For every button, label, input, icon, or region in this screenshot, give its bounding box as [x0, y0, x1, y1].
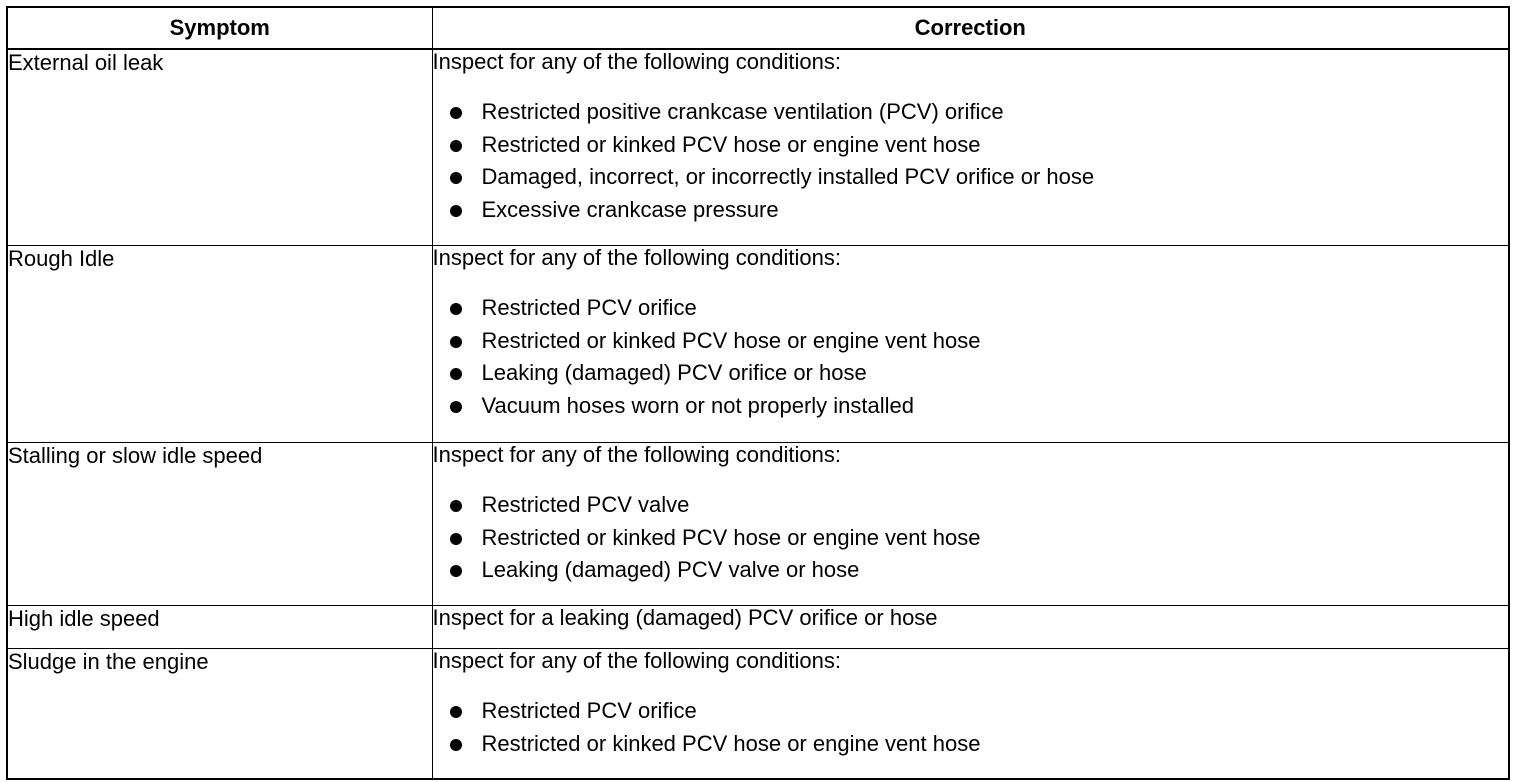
- condition-item: [447, 161, 1509, 194]
- bullet-icon: [450, 140, 462, 152]
- table-row: [7, 49, 1509, 246]
- correction-cell: [432, 606, 1509, 649]
- correction-cell: [432, 246, 1509, 443]
- condition-list: [433, 96, 1509, 226]
- bullet-icon: [450, 368, 462, 380]
- condition-text: Restricted or kinked PCV hose or engine vent hose: [481, 131, 981, 157]
- condition-text: Leaking (damaged) PCV orifice or hose: [481, 360, 867, 385]
- condition-item: [447, 96, 1509, 129]
- bullet-icon: [450, 172, 462, 184]
- condition-text: Vacuum hoses worn or not properly installed: [481, 392, 914, 418]
- correction-column-header: Correction: [432, 7, 1509, 49]
- condition-text: Leaking (damaged) PCV valve or hose: [481, 557, 860, 582]
- condition-item: [447, 489, 1509, 522]
- bullet-icon: [450, 565, 462, 577]
- condition-text: Restricted or kinked PCV hose or engine vent hose: [481, 730, 981, 756]
- correction-intro: Inspect for any of the following conditions:: [432, 442, 841, 467]
- bullet-icon: [450, 739, 462, 751]
- condition-item: [447, 554, 1509, 587]
- correction-cell: [432, 49, 1509, 246]
- symptom-column-header: Symptom: [7, 7, 432, 49]
- condition-text: Restricted or kinked PCV hose or engine vent hose: [481, 327, 981, 353]
- table-row: [7, 606, 1509, 649]
- bullet-icon: [450, 500, 462, 512]
- condition-list: [433, 292, 1509, 422]
- bullet-icon: [450, 303, 462, 315]
- correction-intro: Inspect for any of the following conditions:: [432, 245, 841, 270]
- correction-intro: Inspect for a leaking (damaged) PCV orifice or hose: [432, 605, 938, 630]
- condition-text: Restricted positive crankcase ventilation (PCV) orifice: [481, 99, 1004, 124]
- table-row: [7, 649, 1509, 780]
- correction-intro: Inspect for any of the following conditions:: [432, 648, 841, 673]
- bullet-icon: [450, 401, 462, 413]
- bullet-icon: [450, 533, 462, 545]
- symptom-cell: High idle speed: [7, 606, 432, 649]
- condition-item: [447, 728, 1509, 761]
- table-row: [7, 443, 1509, 606]
- condition-item: [447, 325, 1509, 358]
- condition-text: Restricted PCV orifice: [481, 698, 697, 723]
- table-header-row: [7, 7, 1509, 49]
- correction-cell: [432, 649, 1509, 780]
- table-row: [7, 246, 1509, 443]
- correction-cell: [432, 443, 1509, 606]
- condition-item: [447, 390, 1509, 423]
- condition-text: Restricted or kinked PCV hose or engine vent hose: [481, 524, 981, 550]
- condition-text: Restricted PCV orifice: [481, 295, 697, 320]
- symptom-correction-table: [6, 6, 1510, 780]
- condition-text: Excessive crankcase pressure: [481, 196, 779, 222]
- condition-item: [447, 194, 1509, 227]
- bullet-icon: [450, 706, 462, 718]
- condition-item: [447, 695, 1509, 728]
- symptom-cell: Stalling or slow idle speed: [7, 443, 432, 606]
- condition-item: [447, 357, 1509, 390]
- bullet-icon: [450, 336, 462, 348]
- symptom-cell: Rough Idle: [7, 246, 432, 443]
- bullet-icon: [450, 107, 462, 119]
- condition-item: [447, 129, 1509, 162]
- condition-item: [447, 522, 1509, 555]
- symptom-cell: Sludge in the engine: [7, 649, 432, 780]
- condition-item: [447, 292, 1509, 325]
- bullet-icon: [450, 205, 462, 217]
- condition-text: Damaged, incorrect, or incorrectly installed PCV orifice or hose: [481, 164, 1095, 189]
- condition-text: Restricted PCV valve: [481, 492, 690, 517]
- condition-list: [433, 695, 1509, 760]
- condition-list: [433, 489, 1509, 587]
- symptom-cell: External oil leak: [7, 49, 432, 246]
- correction-intro: Inspect for any of the following conditions:: [432, 49, 841, 74]
